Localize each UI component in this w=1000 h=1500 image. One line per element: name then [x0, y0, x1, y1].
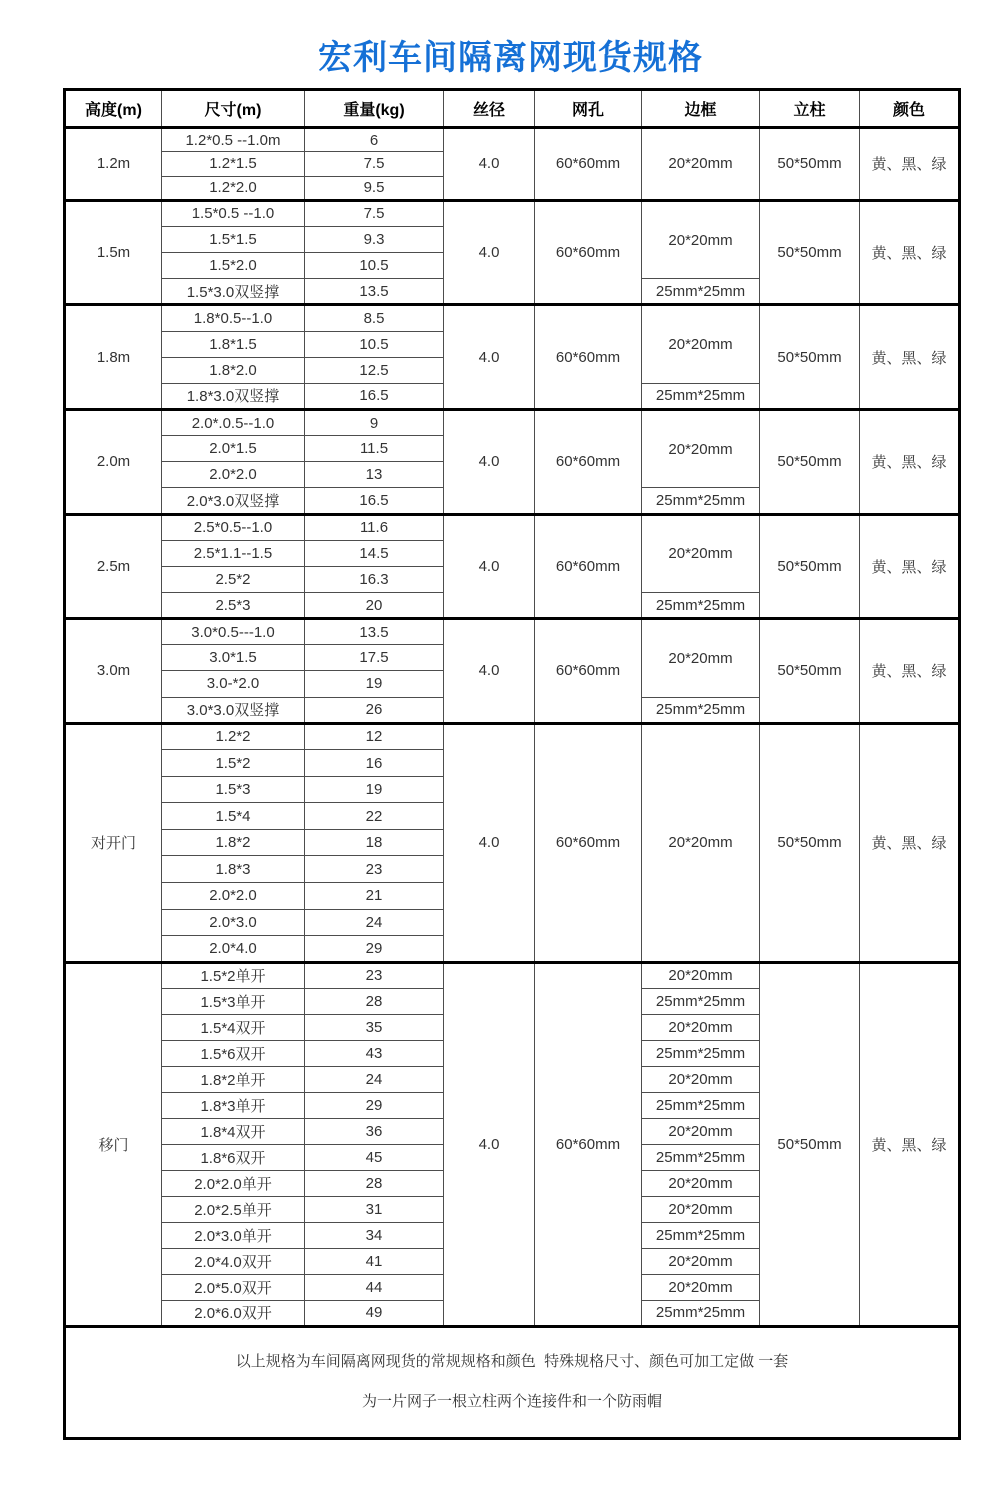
- post-cell: 50*50mm: [760, 514, 860, 619]
- wire-cell: 4.0: [444, 619, 535, 724]
- weight-cell: 12.5: [305, 357, 444, 383]
- size-cell: 1.8*2: [162, 829, 305, 856]
- frame-cell: 20*20mm: [642, 514, 760, 592]
- weight-cell: 16.3: [305, 566, 444, 592]
- weight-cell: 23: [305, 856, 444, 883]
- column-header: 丝径: [444, 90, 535, 128]
- weight-cell: 35: [305, 1014, 444, 1040]
- weight-cell: 43: [305, 1040, 444, 1066]
- table-row: [65, 619, 960, 645]
- size-cell: 1.5*2: [162, 750, 305, 777]
- weight-cell: 13: [305, 462, 444, 488]
- weight-cell: 7.5: [305, 200, 444, 226]
- post-cell: 50*50mm: [760, 619, 860, 724]
- column-header: 高度(m): [65, 90, 162, 128]
- table-row: [65, 128, 960, 152]
- weight-cell: 6: [305, 128, 444, 152]
- size-cell: 2.0*5.0双开: [162, 1274, 305, 1300]
- weight-cell: 28: [305, 988, 444, 1014]
- weight-cell: 9: [305, 410, 444, 436]
- weight-cell: 29: [305, 1092, 444, 1118]
- size-cell: 3.0*1.5: [162, 645, 305, 671]
- wire-cell: 4.0: [444, 514, 535, 619]
- size-cell: 1.2*2.0: [162, 176, 305, 200]
- size-cell: 2.0*3.0双竖撑: [162, 488, 305, 514]
- weight-cell: 16.5: [305, 383, 444, 409]
- size-cell: 2.0*2.0单开: [162, 1170, 305, 1196]
- weight-cell: 44: [305, 1274, 444, 1300]
- table-row: [65, 410, 960, 436]
- size-cell: 1.5*6双开: [162, 1040, 305, 1066]
- weight-cell: 36: [305, 1118, 444, 1144]
- size-cell: 2.0*.0.5--1.0: [162, 410, 305, 436]
- frame-cell: 20*20mm: [642, 1196, 760, 1222]
- size-cell: 1.5*3: [162, 776, 305, 803]
- weight-cell: 10.5: [305, 331, 444, 357]
- height-cell: 2.0m: [65, 410, 162, 515]
- weight-cell: 17.5: [305, 645, 444, 671]
- mesh-cell: 60*60mm: [535, 723, 642, 962]
- weight-cell: 22: [305, 803, 444, 830]
- height-cell: 3.0m: [65, 619, 162, 724]
- weight-cell: 49: [305, 1300, 444, 1326]
- colors-cell: 黄、黑、绿: [860, 200, 960, 305]
- size-cell: 1.5*3单开: [162, 988, 305, 1014]
- footer-line-2: 为一片网子一根立柱两个连接件和一个防雨帽: [361, 1393, 662, 1411]
- weight-cell: 34: [305, 1222, 444, 1248]
- size-cell: 2.0*4.0双开: [162, 1248, 305, 1274]
- weight-cell: 14.5: [305, 540, 444, 566]
- table-row: [65, 305, 960, 331]
- height-cell: 1.2m: [65, 128, 162, 201]
- height-cell: 移门: [65, 962, 162, 1326]
- frame-cell: 20*20mm: [642, 128, 760, 201]
- weight-cell: 8.5: [305, 305, 444, 331]
- wire-cell: 4.0: [444, 305, 535, 410]
- post-cell: 50*50mm: [760, 200, 860, 305]
- size-cell: 1.8*1.5: [162, 331, 305, 357]
- size-cell: 1.5*1.5: [162, 227, 305, 253]
- frame2-cell: 25mm*25mm: [642, 279, 760, 305]
- weight-cell: 11.6: [305, 514, 444, 540]
- size-cell: 3.0*3.0双竖撑: [162, 697, 305, 723]
- size-cell: 2.5*0.5--1.0: [162, 514, 305, 540]
- mesh-cell: 60*60mm: [535, 619, 642, 724]
- colors-cell: 黄、黑、绿: [860, 962, 960, 1326]
- frame-cell: 20*20mm: [642, 1014, 760, 1040]
- frame-cell: 25mm*25mm: [642, 1040, 760, 1066]
- frame-cell: 20*20mm: [642, 305, 760, 383]
- size-cell: 2.5*2: [162, 566, 305, 592]
- weight-cell: 28: [305, 1170, 444, 1196]
- size-cell: 3.0*0.5---1.0: [162, 619, 305, 645]
- size-cell: 2.0*3.0单开: [162, 1222, 305, 1248]
- size-cell: 2.0*4.0: [162, 936, 305, 963]
- size-cell: 2.0*3.0: [162, 909, 305, 936]
- weight-cell: 13.5: [305, 279, 444, 305]
- frame-cell: 20*20mm: [642, 962, 760, 988]
- mesh-cell: 60*60mm: [535, 962, 642, 1326]
- size-cell: 1.2*1.5: [162, 152, 305, 176]
- weight-cell: 19: [305, 671, 444, 697]
- column-header: 网孔: [535, 90, 642, 128]
- wire-cell: 4.0: [444, 962, 535, 1326]
- weight-cell: 18: [305, 829, 444, 856]
- wire-cell: 4.0: [444, 128, 535, 201]
- weight-cell: 31: [305, 1196, 444, 1222]
- post-cell: 50*50mm: [760, 305, 860, 410]
- weight-cell: 7.5: [305, 152, 444, 176]
- weight-cell: 13.5: [305, 619, 444, 645]
- table-row: [65, 723, 960, 750]
- height-cell: 2.5m: [65, 514, 162, 619]
- frame-cell: 20*20mm: [642, 619, 760, 697]
- colors-cell: 黄、黑、绿: [860, 619, 960, 724]
- size-cell: 3.0-*2.0: [162, 671, 305, 697]
- size-cell: 1.8*6双开: [162, 1144, 305, 1170]
- weight-cell: 41: [305, 1248, 444, 1274]
- size-cell: 1.2*2: [162, 723, 305, 750]
- frame-cell: 20*20mm: [642, 410, 760, 488]
- weight-cell: 26: [305, 697, 444, 723]
- size-cell: 1.5*4: [162, 803, 305, 830]
- frame-cell: 20*20mm: [642, 723, 760, 962]
- size-cell: 1.8*4双开: [162, 1118, 305, 1144]
- frame2-cell: 25mm*25mm: [642, 488, 760, 514]
- size-cell: 2.5*1.1--1.5: [162, 540, 305, 566]
- size-cell: 2.0*2.5单开: [162, 1196, 305, 1222]
- colors-cell: 黄、黑、绿: [860, 514, 960, 619]
- size-cell: 1.5*2.0: [162, 253, 305, 279]
- size-cell: 2.0*2.0: [162, 462, 305, 488]
- frame2-cell: 25mm*25mm: [642, 593, 760, 619]
- size-cell: 2.0*2.0: [162, 882, 305, 909]
- frame-cell: 25mm*25mm: [642, 1092, 760, 1118]
- size-cell: 2.0*6.0双开: [162, 1300, 305, 1326]
- table-row: [65, 962, 960, 988]
- size-cell: 1.8*2单开: [162, 1066, 305, 1092]
- table-row: [65, 200, 960, 226]
- size-cell: 2.5*3: [162, 593, 305, 619]
- weight-cell: 23: [305, 962, 444, 988]
- frame-cell: 20*20mm: [642, 1118, 760, 1144]
- table-row: [65, 514, 960, 540]
- column-header: 尺寸(m): [162, 90, 305, 128]
- weight-cell: 19: [305, 776, 444, 803]
- spec-table: [63, 88, 961, 1440]
- mesh-cell: 60*60mm: [535, 305, 642, 410]
- header-row: [65, 90, 960, 128]
- weight-cell: 16: [305, 750, 444, 777]
- weight-cell: 20: [305, 593, 444, 619]
- height-cell: 1.5m: [65, 200, 162, 305]
- weight-cell: 12: [305, 723, 444, 750]
- column-header: 重量(kg): [305, 90, 444, 128]
- size-cell: 1.5*4双开: [162, 1014, 305, 1040]
- frame-cell: 25mm*25mm: [642, 988, 760, 1014]
- mesh-cell: 60*60mm: [535, 128, 642, 201]
- frame-cell: 25mm*25mm: [642, 1222, 760, 1248]
- frame-cell: 25mm*25mm: [642, 1144, 760, 1170]
- weight-cell: 29: [305, 936, 444, 963]
- size-cell: 1.8*3.0双竖撑: [162, 383, 305, 409]
- mesh-cell: 60*60mm: [535, 410, 642, 515]
- footer-line-1: 以上规格为车间隔离网现货的常规规格和颜色 特殊规格尺寸、颜色可加工定做 一套: [235, 1353, 789, 1371]
- size-cell: 2.0*1.5: [162, 436, 305, 462]
- frame-cell: 20*20mm: [642, 1170, 760, 1196]
- column-header: 立柱: [760, 90, 860, 128]
- weight-cell: 21: [305, 882, 444, 909]
- size-cell: 1.5*3.0双竖撑: [162, 279, 305, 305]
- wire-cell: 4.0: [444, 410, 535, 515]
- post-cell: 50*50mm: [760, 410, 860, 515]
- size-cell: 1.8*3: [162, 856, 305, 883]
- mesh-cell: 60*60mm: [535, 514, 642, 619]
- colors-cell: 黄、黑、绿: [860, 723, 960, 962]
- weight-cell: 24: [305, 909, 444, 936]
- weight-cell: 9.5: [305, 176, 444, 200]
- post-cell: 50*50mm: [760, 128, 860, 201]
- frame-cell: 25mm*25mm: [642, 1300, 760, 1326]
- weight-cell: 45: [305, 1144, 444, 1170]
- frame2-cell: 25mm*25mm: [642, 383, 760, 409]
- footer-row: [65, 1326, 960, 1438]
- size-cell: 1.8*2.0: [162, 357, 305, 383]
- wire-cell: 4.0: [444, 200, 535, 305]
- wire-cell: 4.0: [444, 723, 535, 962]
- column-header: 颜色: [860, 90, 960, 128]
- frame2-cell: 25mm*25mm: [642, 697, 760, 723]
- height-cell: 1.8m: [65, 305, 162, 410]
- post-cell: 50*50mm: [760, 962, 860, 1326]
- colors-cell: 黄、黑、绿: [860, 128, 960, 201]
- frame-cell: 20*20mm: [642, 1274, 760, 1300]
- footer-note: [65, 1326, 960, 1438]
- size-cell: 1.2*0.5 --1.0m: [162, 128, 305, 152]
- colors-cell: 黄、黑、绿: [860, 305, 960, 410]
- post-cell: 50*50mm: [760, 723, 860, 962]
- weight-cell: 10.5: [305, 253, 444, 279]
- weight-cell: 24: [305, 1066, 444, 1092]
- frame-cell: 20*20mm: [642, 1066, 760, 1092]
- page-title: 宏利车间隔离网现货规格: [318, 39, 703, 77]
- size-cell: 1.5*2单开: [162, 962, 305, 988]
- colors-cell: 黄、黑、绿: [860, 410, 960, 515]
- weight-cell: 9.3: [305, 227, 444, 253]
- weight-cell: 11.5: [305, 436, 444, 462]
- frame-cell: 20*20mm: [642, 200, 760, 278]
- size-cell: 1.8*0.5--1.0: [162, 305, 305, 331]
- weight-cell: 16.5: [305, 488, 444, 514]
- frame-cell: 20*20mm: [642, 1248, 760, 1274]
- height-cell: 对开门: [65, 723, 162, 962]
- mesh-cell: 60*60mm: [535, 200, 642, 305]
- size-cell: 1.8*3单开: [162, 1092, 305, 1118]
- size-cell: 1.5*0.5 --1.0: [162, 200, 305, 226]
- column-header: 边框: [642, 90, 760, 128]
